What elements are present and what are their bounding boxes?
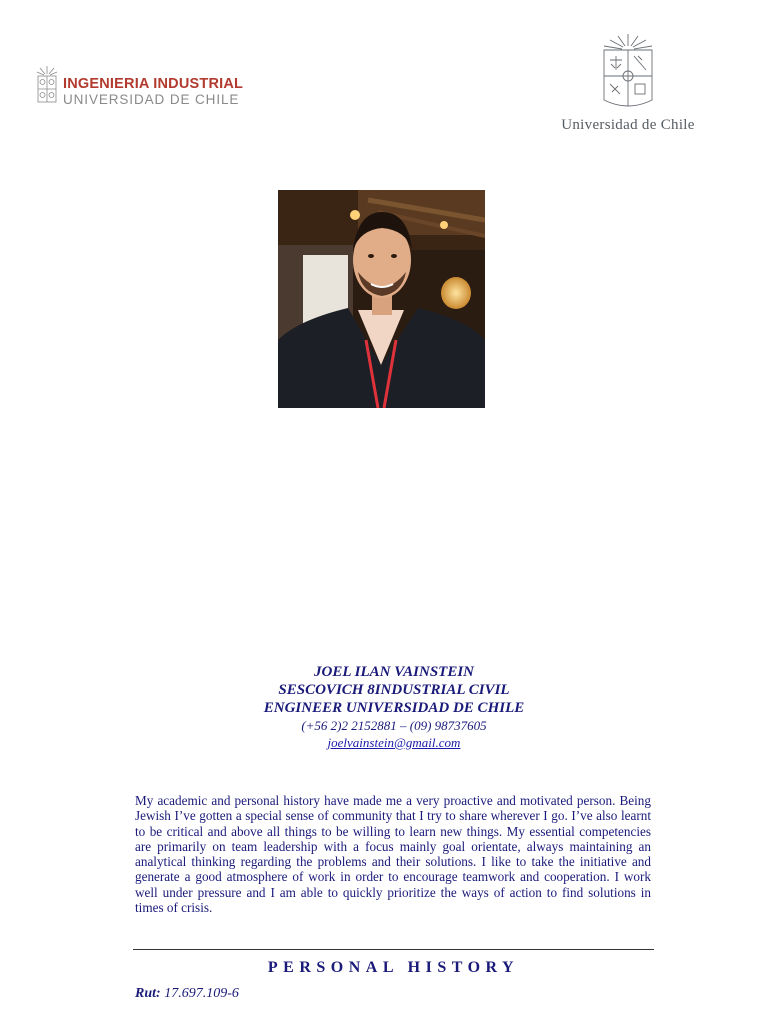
logo-line-1: INGENIERIA INDUSTRIAL: [63, 76, 244, 92]
university-name: Universidad de Chile: [561, 117, 695, 133]
bio-paragraph: My academic and personal history have made me a very proactive and motivated person. Being Jewish I’ve gotten a special sense of community that I try to share wherever I go. I’ve also learnt to be critical and above all things to be willing to learn new things. My essential competencies are primarily on team leadership with a focus mainly goal orientate, always maintaining an analytical thinking regarding the problems and their solutions. I like to take the initiative and generate a good atmosphere of work in order to encourage teamwork and cooperation. I work well under pressure and I am able to quickly prioritize the ways of action to find solutions in times of crisis.: [135, 793, 651, 916]
profile-photo: [278, 190, 485, 408]
university-crest-icon: [598, 32, 658, 112]
logo-line-2: UNIVERSIDAD DE CHILE: [63, 92, 240, 107]
email-link[interactable]: joelvainstein@gmail.com: [327, 735, 461, 750]
rut-value: 17.697.109-6: [164, 986, 239, 1001]
section-divider: [133, 949, 654, 950]
universidad-de-chile-logo: [548, 32, 708, 136]
rut-label: Rut:: [135, 986, 161, 1001]
name-line-2: SESCOVICH 8INDUSTRIAL CIVIL: [278, 682, 510, 698]
name-line-1: JOEL ILAN VAINSTEIN: [313, 664, 475, 680]
name-line-3: ENGINEER UNIVERSIDAD DE CHILE: [263, 700, 525, 716]
section-title-personal-history: PERSONAL HISTORY: [267, 959, 520, 976]
phone-numbers: (+56 2)2 2152881 – (09) 98737605: [301, 718, 487, 733]
contact-block: [180, 663, 608, 751]
university-seal-icon: [36, 66, 58, 104]
ingenieria-industrial-logo: [36, 64, 246, 110]
rut-line: [135, 986, 239, 1002]
